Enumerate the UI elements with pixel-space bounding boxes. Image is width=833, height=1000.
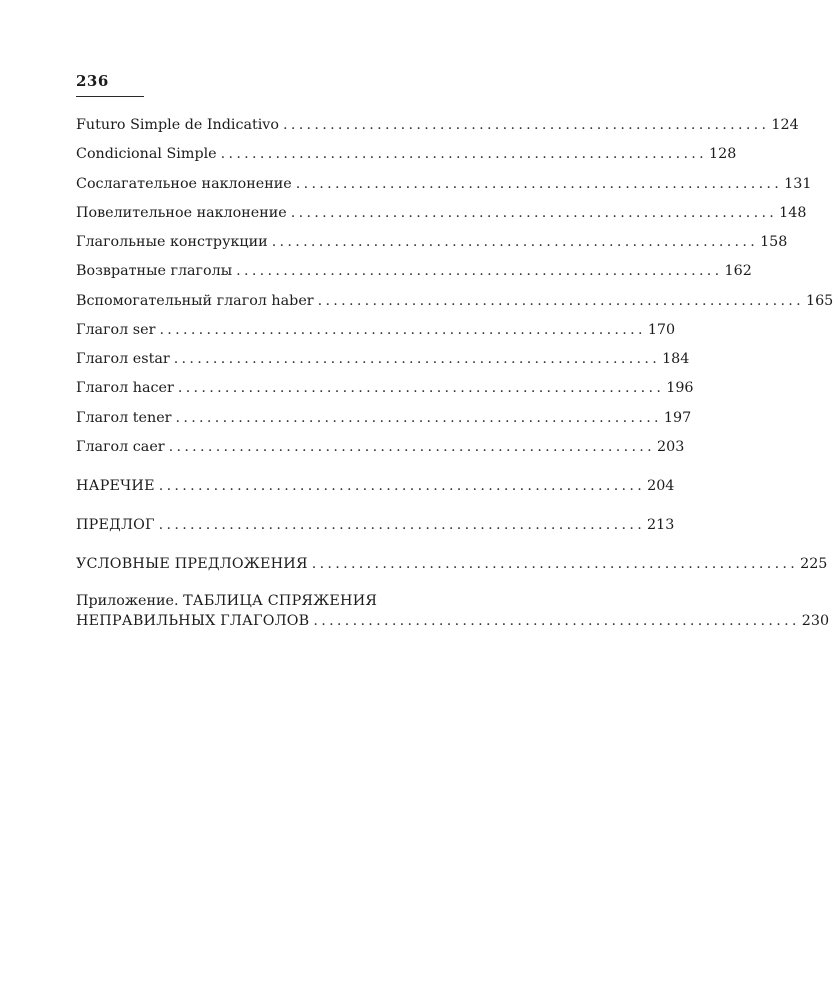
- toc-section-entry[interactable]: [76, 515, 675, 535]
- toc-entry-title: Глагол caer: [76, 438, 165, 455]
- toc-entry-title: Вспомогательный глагол haber: [76, 292, 314, 309]
- toc-entry[interactable]: [76, 349, 690, 369]
- toc-entry-title: Глагол ser: [76, 321, 156, 338]
- appendix-second-line: [76, 611, 830, 631]
- dot-leader: ..............................................................: [175, 409, 662, 426]
- toc-entry[interactable]: [76, 115, 799, 135]
- toc-entry-page: 162: [724, 263, 752, 280]
- appendix-page: 230: [801, 612, 830, 629]
- toc-entry-page: 197: [663, 409, 692, 426]
- toc-entry-title: Повелительное наклонение: [76, 204, 287, 221]
- toc-entry-page: 124: [771, 117, 799, 133]
- toc-section-page: 225: [800, 555, 828, 572]
- toc-entry-page: 148: [779, 204, 807, 221]
- dot-leader: ..............................................................: [290, 204, 778, 221]
- dot-leader: ..............................................................: [177, 380, 665, 397]
- toc-entry-title: Futuro Simple de Indicativo: [76, 117, 279, 133]
- toc-entry[interactable]: [76, 144, 737, 164]
- toc-entry-page: 170: [647, 321, 676, 338]
- toc-entry-title: Глагол hacer: [76, 380, 174, 397]
- appendix-prefix: Приложение.: [76, 592, 179, 609]
- toc-entry-title: Condicional Simple: [76, 146, 217, 163]
- dot-leader: ..............................................................: [173, 351, 661, 367]
- toc-entry-page: 184: [662, 351, 690, 367]
- toc-entry-page: 165: [805, 292, 833, 309]
- toc-appendix-entry[interactable]: [76, 591, 830, 631]
- toc-section-title: НАРЕЧИЕ: [76, 477, 155, 494]
- dot-leader: ..............................................................: [236, 263, 723, 280]
- toc-entry[interactable]: [76, 291, 833, 311]
- toc-entry-title: Глагол estar: [76, 351, 170, 367]
- toc-entry-page: 158: [760, 234, 788, 250]
- toc-entry-title: Сослагательное наклонение: [76, 175, 292, 192]
- toc-entry-title: Глагол tener: [76, 409, 172, 426]
- toc-entry-title: Возвратные глаголы: [76, 263, 233, 280]
- toc-entry[interactable]: [76, 320, 676, 340]
- toc-section-title: ПРЕДЛОГ: [76, 516, 155, 533]
- dot-leader: ..............................................................: [283, 117, 770, 133]
- toc-entry[interactable]: [76, 378, 694, 398]
- toc-section-page: 204: [647, 477, 675, 494]
- dot-leader: ..............................................................: [158, 516, 646, 533]
- toc-section-entry[interactable]: [76, 476, 675, 496]
- appendix-title-line1: ТАБЛИЦА СПРЯЖЕНИЯ: [183, 592, 378, 609]
- toc-section-page: 213: [647, 516, 675, 533]
- toc-entry-page: 196: [666, 380, 694, 397]
- toc-entry[interactable]: [76, 174, 812, 194]
- toc-section-title: УСЛОВНЫЕ ПРЕДЛОЖЕНИЯ: [76, 555, 308, 572]
- appendix-title-line2: НЕПРАВИЛЬНЫХ ГЛАГОЛОВ: [76, 612, 310, 629]
- toc-entry-title: Глагольные конструкции: [76, 234, 268, 250]
- dot-leader: ..............................................................: [271, 234, 759, 250]
- table-of-contents: [76, 115, 833, 631]
- appendix-first-line: [76, 591, 554, 611]
- page-number: 236: [76, 72, 109, 90]
- toc-entry-page: 203: [657, 438, 685, 455]
- dot-leader: ..............................................................: [220, 146, 707, 163]
- dot-leader: ..............................................................: [317, 292, 804, 309]
- toc-entry[interactable]: [76, 261, 752, 281]
- dot-leader: ..............................................................: [158, 477, 646, 494]
- dot-leader: ..............................................................: [313, 612, 800, 629]
- toc-entry[interactable]: [76, 437, 685, 457]
- toc-entry[interactable]: [76, 203, 807, 223]
- dot-leader: ..............................................................: [295, 175, 783, 192]
- toc-section-entry[interactable]: [76, 554, 828, 574]
- toc-entry-page: 131: [784, 175, 812, 192]
- dot-leader: ..............................................................: [311, 555, 799, 572]
- header-rule: [76, 96, 144, 97]
- dot-leader: ..............................................................: [168, 438, 655, 455]
- toc-entry[interactable]: [76, 232, 788, 252]
- toc-entry-page: 128: [709, 146, 737, 163]
- toc-entry[interactable]: [76, 408, 692, 428]
- dot-leader: ..............................................................: [159, 321, 646, 338]
